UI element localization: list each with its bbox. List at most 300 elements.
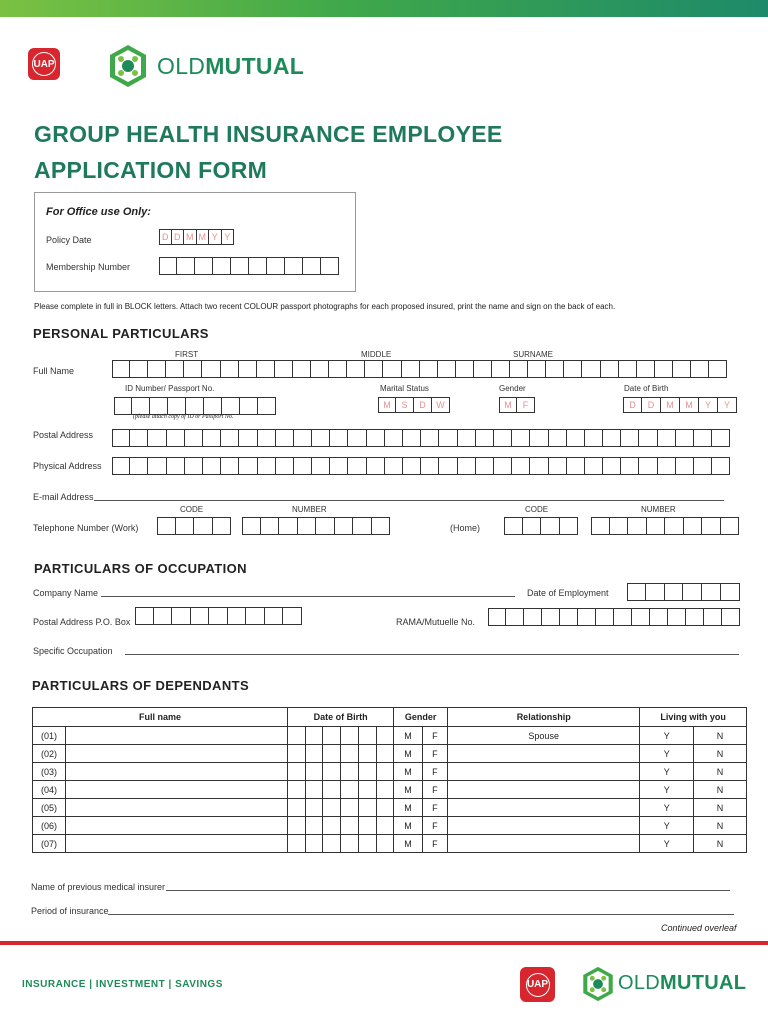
gender-m-option[interactable]: M bbox=[394, 763, 422, 781]
input-cell[interactable] bbox=[512, 457, 530, 475]
personal-particulars-heading: PERSONAL PARTICULARS bbox=[33, 326, 209, 341]
input-cell[interactable] bbox=[265, 607, 284, 625]
dob-cell[interactable] bbox=[341, 799, 359, 817]
dob-cell[interactable] bbox=[305, 781, 323, 799]
input-cell[interactable] bbox=[596, 608, 614, 626]
input-cell[interactable] bbox=[157, 517, 176, 535]
input-cell[interactable] bbox=[321, 257, 339, 275]
input-cell[interactable] bbox=[627, 583, 646, 601]
input-cell[interactable] bbox=[702, 583, 721, 601]
input-cell[interactable] bbox=[721, 583, 740, 601]
input-cell[interactable] bbox=[239, 457, 257, 475]
input-cell[interactable] bbox=[621, 457, 639, 475]
col-gender: Gender bbox=[394, 708, 448, 727]
living-yes-option[interactable]: Y bbox=[640, 799, 694, 817]
input-cell[interactable] bbox=[639, 429, 657, 447]
input-cell[interactable] bbox=[639, 457, 657, 475]
input-cell[interactable] bbox=[582, 360, 600, 378]
gender-m-option[interactable]: M bbox=[394, 727, 422, 745]
dependant-number: (07) bbox=[33, 835, 66, 853]
input-cell[interactable] bbox=[185, 429, 203, 447]
input-cell[interactable] bbox=[191, 607, 210, 625]
input-cell[interactable] bbox=[112, 457, 130, 475]
work-code-input[interactable] bbox=[157, 517, 231, 535]
footer-old-mutual-logo-icon bbox=[580, 966, 616, 1007]
input-cell[interactable] bbox=[365, 360, 383, 378]
input-cell[interactable] bbox=[294, 429, 312, 447]
input-cell[interactable] bbox=[130, 360, 148, 378]
input-cell[interactable] bbox=[228, 607, 247, 625]
dob-cell[interactable] bbox=[376, 781, 394, 799]
gender-m-option[interactable]: M bbox=[394, 817, 422, 835]
dob-cell[interactable] bbox=[323, 781, 341, 799]
relationship-cell[interactable] bbox=[448, 745, 640, 763]
input-cell[interactable] bbox=[686, 608, 704, 626]
dob-cell[interactable] bbox=[323, 799, 341, 817]
input-cell[interactable] bbox=[194, 517, 213, 535]
gender-input[interactable]: M F bbox=[499, 397, 535, 413]
dob-cell[interactable] bbox=[288, 727, 306, 745]
input-cell[interactable] bbox=[293, 360, 311, 378]
input-cell[interactable] bbox=[276, 457, 294, 475]
input-cell[interactable] bbox=[567, 429, 585, 447]
input-cell[interactable] bbox=[312, 457, 330, 475]
physical-address-input[interactable] bbox=[112, 457, 730, 475]
input-cell[interactable] bbox=[614, 608, 632, 626]
input-cell[interactable] bbox=[335, 517, 354, 535]
input-cell[interactable] bbox=[704, 608, 722, 626]
home-code-input[interactable] bbox=[504, 517, 578, 535]
dob-cell[interactable] bbox=[358, 727, 376, 745]
input-cell[interactable] bbox=[222, 397, 240, 415]
living-no-option[interactable]: N bbox=[694, 799, 747, 817]
input-cell[interactable] bbox=[184, 360, 202, 378]
relationship-cell[interactable] bbox=[448, 799, 640, 817]
input-cell[interactable] bbox=[298, 517, 317, 535]
input-cell[interactable] bbox=[258, 457, 276, 475]
input-cell[interactable] bbox=[172, 607, 191, 625]
input-cell[interactable] bbox=[114, 397, 132, 415]
previous-insurer-input-line[interactable] bbox=[166, 890, 730, 891]
input-cell[interactable] bbox=[512, 429, 530, 447]
input-cell[interactable] bbox=[488, 608, 506, 626]
input-cell[interactable] bbox=[420, 360, 438, 378]
input-cell[interactable] bbox=[285, 257, 303, 275]
dob-cell[interactable] bbox=[358, 781, 376, 799]
dob-cell[interactable] bbox=[341, 817, 359, 835]
input-cell[interactable] bbox=[438, 360, 456, 378]
dob-cell[interactable] bbox=[305, 799, 323, 817]
dob-cell[interactable] bbox=[305, 763, 323, 781]
living-no-option[interactable]: N bbox=[694, 763, 747, 781]
dob-cell[interactable] bbox=[376, 727, 394, 745]
input-cell[interactable] bbox=[621, 429, 639, 447]
living-yes-option[interactable]: Y bbox=[640, 763, 694, 781]
input-cell[interactable] bbox=[637, 360, 655, 378]
input-cell[interactable] bbox=[585, 457, 603, 475]
input-cell[interactable] bbox=[367, 457, 385, 475]
input-cell[interactable] bbox=[275, 360, 293, 378]
dob-cell[interactable] bbox=[341, 745, 359, 763]
living-yes-option[interactable]: Y bbox=[640, 781, 694, 799]
dob-cell[interactable] bbox=[288, 781, 306, 799]
input-cell[interactable] bbox=[601, 360, 619, 378]
input-cell[interactable] bbox=[523, 517, 542, 535]
gender-f-option[interactable]: F bbox=[422, 781, 447, 799]
input-cell[interactable] bbox=[474, 360, 492, 378]
input-cell[interactable] bbox=[185, 457, 203, 475]
input-cell[interactable] bbox=[385, 457, 403, 475]
dependant-number: (06) bbox=[33, 817, 66, 835]
period-of-insurance-input-line[interactable] bbox=[108, 914, 734, 915]
input-cell[interactable] bbox=[203, 429, 221, 447]
input-cell[interactable] bbox=[619, 360, 637, 378]
dob-cell[interactable] bbox=[358, 763, 376, 781]
input-cell[interactable] bbox=[221, 360, 239, 378]
postal-box-label: Postal Address P.O. Box bbox=[33, 617, 131, 627]
input-cell[interactable] bbox=[504, 517, 523, 535]
input-cell[interactable] bbox=[530, 457, 548, 475]
dob-cell[interactable] bbox=[376, 835, 394, 853]
input-cell[interactable] bbox=[112, 360, 130, 378]
telephone-label: Telephone Number (Work) bbox=[33, 523, 139, 533]
input-cell[interactable] bbox=[177, 257, 195, 275]
company-name-input-line[interactable] bbox=[101, 596, 515, 597]
dependant-name-cell[interactable] bbox=[66, 799, 288, 817]
input-cell[interactable] bbox=[231, 257, 249, 275]
gender-f-option[interactable]: F bbox=[422, 727, 447, 745]
rama-input[interactable] bbox=[488, 608, 740, 626]
table-row bbox=[33, 781, 747, 799]
dependant-name-cell[interactable] bbox=[66, 727, 288, 745]
input-cell[interactable] bbox=[673, 360, 691, 378]
input-cell[interactable] bbox=[506, 608, 524, 626]
id-note: (please attach copy of ID or Passport No. bbox=[133, 414, 234, 420]
membership-number-input[interactable] bbox=[159, 257, 339, 275]
input-cell[interactable] bbox=[560, 608, 578, 626]
dob-cell[interactable] bbox=[341, 835, 359, 853]
dob-cell[interactable] bbox=[323, 835, 341, 853]
input-cell[interactable] bbox=[242, 517, 261, 535]
input-cell[interactable] bbox=[132, 397, 150, 415]
living-no-option[interactable]: N bbox=[694, 817, 747, 835]
input-cell[interactable] bbox=[712, 429, 730, 447]
dob-cell[interactable] bbox=[376, 817, 394, 835]
input-cell[interactable] bbox=[221, 429, 239, 447]
gender-f-option[interactable]: F bbox=[422, 835, 447, 853]
input-cell[interactable] bbox=[148, 429, 166, 447]
input-cell[interactable] bbox=[130, 429, 148, 447]
col-date-of-birth: Date of Birth bbox=[288, 708, 394, 727]
input-cell[interactable] bbox=[353, 517, 372, 535]
input-cell[interactable] bbox=[239, 429, 257, 447]
input-cell[interactable] bbox=[303, 257, 321, 275]
input-cell[interactable] bbox=[458, 457, 476, 475]
relationship-cell[interactable] bbox=[448, 817, 640, 835]
dob-cell[interactable] bbox=[288, 799, 306, 817]
input-cell[interactable] bbox=[203, 457, 221, 475]
input-cell[interactable] bbox=[195, 257, 213, 275]
input-cell[interactable] bbox=[542, 608, 560, 626]
input-cell[interactable] bbox=[261, 517, 280, 535]
input-cell[interactable] bbox=[494, 429, 512, 447]
input-cell[interactable] bbox=[204, 397, 222, 415]
input-cell[interactable] bbox=[330, 429, 348, 447]
input-cell[interactable] bbox=[676, 457, 694, 475]
living-no-option[interactable]: N bbox=[694, 781, 747, 799]
input-cell[interactable] bbox=[694, 457, 712, 475]
input-cell[interactable] bbox=[603, 429, 621, 447]
dob-cell[interactable] bbox=[323, 817, 341, 835]
input-cell[interactable] bbox=[402, 360, 420, 378]
input-cell[interactable] bbox=[524, 608, 542, 626]
input-cell[interactable] bbox=[348, 429, 366, 447]
dependant-name-cell[interactable] bbox=[66, 781, 288, 799]
input-cell[interactable] bbox=[628, 517, 647, 535]
living-no-option[interactable]: N bbox=[694, 727, 747, 745]
table-row bbox=[33, 835, 747, 853]
work-number-input[interactable] bbox=[242, 517, 390, 535]
input-cell[interactable] bbox=[476, 429, 494, 447]
input-cell[interactable] bbox=[167, 457, 185, 475]
id-number-input[interactable] bbox=[114, 397, 276, 415]
input-cell[interactable] bbox=[549, 429, 567, 447]
input-cell[interactable] bbox=[458, 429, 476, 447]
input-cell[interactable] bbox=[421, 429, 439, 447]
input-cell[interactable] bbox=[257, 360, 275, 378]
input-cell[interactable] bbox=[176, 517, 195, 535]
input-cell[interactable] bbox=[135, 607, 154, 625]
input-cell[interactable] bbox=[347, 360, 365, 378]
gender-f-option[interactable]: F bbox=[422, 799, 447, 817]
input-cell[interactable] bbox=[316, 517, 335, 535]
living-yes-option[interactable]: Y bbox=[640, 727, 694, 745]
input-cell[interactable] bbox=[567, 457, 585, 475]
email-input-line[interactable] bbox=[94, 500, 724, 501]
gender-m-option[interactable]: M bbox=[394, 745, 422, 763]
input-cell[interactable] bbox=[492, 360, 510, 378]
input-cell[interactable] bbox=[610, 517, 629, 535]
dependant-name-cell[interactable] bbox=[66, 835, 288, 853]
input-cell[interactable] bbox=[439, 429, 457, 447]
input-cell[interactable] bbox=[403, 457, 421, 475]
input-cell[interactable] bbox=[530, 429, 548, 447]
living-yes-option[interactable]: Y bbox=[640, 745, 694, 763]
marital-status-input[interactable]: M S D W bbox=[378, 397, 450, 413]
dob-cell[interactable] bbox=[358, 835, 376, 853]
col-full-name: Full name bbox=[33, 708, 288, 727]
living-no-option[interactable]: N bbox=[694, 745, 747, 763]
input-cell[interactable] bbox=[186, 397, 204, 415]
input-cell[interactable] bbox=[665, 517, 684, 535]
living-no-option[interactable]: N bbox=[694, 835, 747, 853]
dob-cell[interactable] bbox=[288, 817, 306, 835]
input-cell[interactable] bbox=[403, 429, 421, 447]
input-cell[interactable] bbox=[148, 457, 166, 475]
dob-cell[interactable] bbox=[305, 727, 323, 745]
dob-cell[interactable] bbox=[305, 835, 323, 853]
dob-cell[interactable] bbox=[323, 745, 341, 763]
input-cell[interactable] bbox=[276, 429, 294, 447]
input-cell[interactable] bbox=[439, 457, 457, 475]
input-cell[interactable] bbox=[167, 429, 185, 447]
input-cell[interactable] bbox=[112, 429, 130, 447]
input-cell[interactable] bbox=[240, 397, 258, 415]
continued-overleaf: Continued overleaf bbox=[661, 923, 737, 933]
input-cell[interactable] bbox=[246, 607, 265, 625]
input-cell[interactable] bbox=[676, 429, 694, 447]
gender-m-option[interactable]: M bbox=[394, 835, 422, 853]
input-cell[interactable] bbox=[712, 457, 730, 475]
input-cell[interactable] bbox=[421, 457, 439, 475]
input-cell[interactable] bbox=[721, 517, 740, 535]
input-cell[interactable] bbox=[154, 607, 173, 625]
postal-box-input[interactable] bbox=[135, 607, 302, 625]
relationship-cell[interactable] bbox=[448, 781, 640, 799]
table-row bbox=[33, 799, 747, 817]
input-cell[interactable] bbox=[311, 360, 329, 378]
input-cell[interactable] bbox=[294, 457, 312, 475]
dob-cell[interactable] bbox=[323, 763, 341, 781]
input-cell[interactable] bbox=[541, 517, 560, 535]
input-cell[interactable] bbox=[159, 257, 177, 275]
input-cell[interactable] bbox=[702, 517, 721, 535]
marital-status-label: Marital Status bbox=[380, 384, 429, 393]
dob-cell[interactable] bbox=[305, 817, 323, 835]
dob-cell[interactable] bbox=[288, 763, 306, 781]
dob-cell[interactable] bbox=[341, 781, 359, 799]
input-cell[interactable] bbox=[591, 517, 610, 535]
dob-cell[interactable] bbox=[376, 763, 394, 781]
dob-cell[interactable] bbox=[341, 727, 359, 745]
input-cell[interactable] bbox=[258, 429, 276, 447]
input-cell[interactable] bbox=[330, 457, 348, 475]
input-cell[interactable] bbox=[694, 429, 712, 447]
dependant-number: (04) bbox=[33, 781, 66, 799]
date-of-birth-input[interactable]: D D M M Y Y bbox=[623, 397, 737, 413]
input-cell[interactable] bbox=[632, 608, 650, 626]
input-cell[interactable] bbox=[646, 583, 665, 601]
input-cell[interactable] bbox=[168, 397, 186, 415]
input-cell[interactable] bbox=[603, 457, 621, 475]
input-cell[interactable] bbox=[691, 360, 709, 378]
input-cell[interactable] bbox=[665, 583, 684, 601]
dob-cell[interactable] bbox=[376, 799, 394, 817]
home-number-input[interactable] bbox=[591, 517, 739, 535]
dob-cell[interactable] bbox=[305, 745, 323, 763]
input-cell[interactable] bbox=[213, 517, 232, 535]
col-relationship: Relationship bbox=[448, 708, 640, 727]
relationship-cell[interactable] bbox=[448, 763, 640, 781]
input-cell[interactable] bbox=[647, 517, 666, 535]
postal-address-label: Postal Address bbox=[33, 430, 94, 440]
input-cell[interactable] bbox=[722, 608, 740, 626]
input-cell[interactable] bbox=[476, 457, 494, 475]
input-cell[interactable] bbox=[249, 257, 267, 275]
dob-cell[interactable] bbox=[358, 817, 376, 835]
dob-cell[interactable] bbox=[288, 745, 306, 763]
relationship-cell[interactable]: Spouse bbox=[448, 727, 640, 745]
input-cell[interactable] bbox=[658, 457, 676, 475]
gender-f-option[interactable]: F bbox=[422, 745, 447, 763]
input-cell[interactable] bbox=[279, 517, 298, 535]
input-cell[interactable] bbox=[494, 457, 512, 475]
input-cell[interactable] bbox=[150, 397, 168, 415]
input-cell[interactable] bbox=[213, 257, 231, 275]
dependant-name-cell[interactable] bbox=[66, 817, 288, 835]
input-cell[interactable] bbox=[546, 360, 564, 378]
input-cell[interactable] bbox=[385, 429, 403, 447]
input-cell[interactable] bbox=[510, 360, 528, 378]
input-cell[interactable] bbox=[258, 397, 276, 415]
input-cell[interactable] bbox=[684, 517, 703, 535]
input-cell[interactable] bbox=[528, 360, 546, 378]
living-yes-option[interactable]: Y bbox=[640, 817, 694, 835]
input-cell[interactable] bbox=[578, 608, 596, 626]
dob-cell[interactable] bbox=[341, 763, 359, 781]
input-cell[interactable] bbox=[329, 360, 347, 378]
input-cell[interactable] bbox=[709, 360, 727, 378]
full-name-input[interactable] bbox=[112, 360, 727, 378]
policy-date-input[interactable]: D D M M Y Y bbox=[159, 229, 234, 245]
input-cell[interactable] bbox=[312, 429, 330, 447]
gender-m-option[interactable]: M bbox=[394, 799, 422, 817]
dob-cell[interactable] bbox=[358, 745, 376, 763]
dob-cell[interactable] bbox=[376, 745, 394, 763]
input-cell[interactable] bbox=[655, 360, 673, 378]
living-yes-option[interactable]: Y bbox=[640, 835, 694, 853]
dob-cell[interactable] bbox=[288, 835, 306, 853]
gender-f-option[interactable]: F bbox=[422, 817, 447, 835]
specific-occupation-label: Specific Occupation bbox=[33, 646, 113, 656]
dependant-number: (03) bbox=[33, 763, 66, 781]
input-cell[interactable] bbox=[456, 360, 474, 378]
dependant-name-cell[interactable] bbox=[66, 745, 288, 763]
dob-cell[interactable] bbox=[358, 799, 376, 817]
input-cell[interactable] bbox=[372, 517, 391, 535]
input-cell[interactable] bbox=[650, 608, 668, 626]
input-cell[interactable] bbox=[585, 429, 603, 447]
input-cell[interactable] bbox=[367, 429, 385, 447]
input-cell[interactable] bbox=[560, 517, 579, 535]
input-cell[interactable] bbox=[202, 360, 220, 378]
input-cell[interactable] bbox=[683, 583, 702, 601]
specific-occupation-input-line[interactable] bbox=[125, 654, 739, 655]
input-cell[interactable] bbox=[283, 607, 302, 625]
input-cell[interactable] bbox=[130, 457, 148, 475]
postal-address-input[interactable] bbox=[112, 429, 730, 447]
relationship-cell[interactable] bbox=[448, 835, 640, 853]
input-cell[interactable] bbox=[148, 360, 166, 378]
input-cell[interactable] bbox=[549, 457, 567, 475]
input-cell[interactable] bbox=[166, 360, 184, 378]
input-cell[interactable] bbox=[658, 429, 676, 447]
input-cell[interactable] bbox=[239, 360, 257, 378]
gender-m-option[interactable]: M bbox=[394, 781, 422, 799]
dob-cell[interactable] bbox=[323, 727, 341, 745]
dependant-name-cell[interactable] bbox=[66, 763, 288, 781]
input-cell[interactable] bbox=[668, 608, 686, 626]
input-cell[interactable] bbox=[383, 360, 401, 378]
input-cell[interactable] bbox=[348, 457, 366, 475]
date-of-employment-input[interactable] bbox=[627, 583, 740, 601]
input-cell[interactable] bbox=[209, 607, 228, 625]
input-cell[interactable] bbox=[564, 360, 582, 378]
home-number-label: NUMBER bbox=[641, 505, 676, 514]
input-cell[interactable] bbox=[267, 257, 285, 275]
input-cell[interactable] bbox=[221, 457, 239, 475]
gender-f-option[interactable]: F bbox=[422, 763, 447, 781]
